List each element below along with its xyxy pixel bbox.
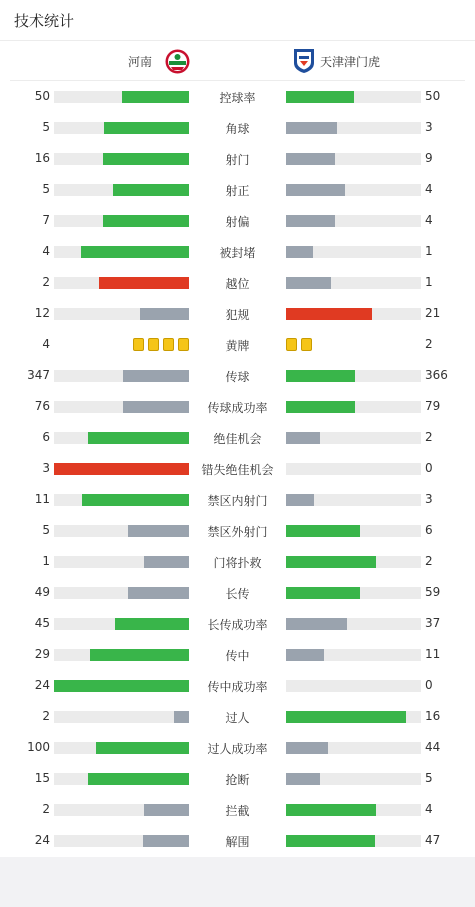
away-bar-fill (286, 370, 355, 382)
stat-row-clearances (0, 825, 475, 856)
home-bar-fill (140, 308, 189, 320)
home-bar-track (54, 835, 189, 847)
home-bar-fill (82, 494, 189, 506)
home-value: 6 (42, 430, 50, 444)
away-bar-track (286, 153, 421, 165)
home-value: 24 (34, 678, 50, 692)
stat-row-shots-off-target (0, 205, 475, 236)
stat-label: 禁区外射门 (207, 525, 268, 539)
home-value: 12 (34, 306, 50, 320)
stat-label: 射门 (225, 153, 250, 167)
away-bar-track (286, 835, 421, 847)
stat-label: 传中 (225, 649, 250, 663)
stat-row-possession (0, 81, 475, 112)
away-bar-track (286, 649, 421, 661)
home-bar-track (54, 556, 189, 568)
stat-row-dribbles (0, 701, 475, 732)
page-title: 技术统计 (14, 12, 75, 30)
home-value: 100 (27, 740, 50, 754)
away-bar-track (286, 742, 421, 754)
home-bar-fill (174, 711, 189, 723)
home-bar-fill (113, 184, 189, 196)
stat-row-crosses (0, 639, 475, 670)
away-bar-track (286, 525, 421, 537)
stat-label: 门将扑救 (213, 556, 262, 570)
stat-row-interceptions (0, 794, 475, 825)
home-bar-fill (54, 463, 189, 475)
away-team-name: 天津津门虎 (320, 55, 381, 69)
home-bar-track (54, 804, 189, 816)
away-value: 44 (425, 740, 441, 754)
home-bar-track (54, 401, 189, 413)
home-value: 5 (42, 182, 50, 196)
stat-label: 长传成功率 (207, 618, 268, 632)
away-bar-track (286, 556, 421, 568)
yellow-card-icon (148, 338, 159, 351)
home-value: 16 (34, 151, 50, 165)
home-value: 49 (34, 585, 50, 599)
home-bar-track (54, 587, 189, 599)
stat-label: 射正 (225, 184, 250, 198)
away-bar-track (286, 91, 421, 103)
stat-row-big-chances (0, 422, 475, 453)
stat-label: 绝佳机会 (213, 432, 262, 446)
home-bar-fill (103, 215, 189, 227)
home-bar-fill (122, 91, 190, 103)
henan-club-crest-icon (165, 49, 190, 74)
home-bar-track (54, 277, 189, 289)
away-bar-track (286, 494, 421, 506)
home-bar-track (54, 153, 189, 165)
home-value: 2 (42, 275, 50, 289)
home-bar-track (54, 742, 189, 754)
home-value: 347 (27, 368, 50, 382)
away-value: 4 (425, 182, 433, 196)
yellow-card-icon (163, 338, 174, 351)
away-value: 0 (425, 678, 433, 692)
home-bar-fill (144, 556, 189, 568)
home-value: 50 (34, 89, 50, 103)
yellow-card-icon (301, 338, 312, 351)
home-bar-track (54, 711, 189, 723)
home-value: 5 (42, 120, 50, 134)
home-bar-track (54, 308, 189, 320)
stat-label: 犯规 (225, 308, 250, 322)
home-bar-fill (88, 432, 189, 444)
stat-row-shots-on-target (0, 174, 475, 205)
away-value: 2 (425, 337, 433, 351)
stat-row-goalkeeper-saves (0, 546, 475, 577)
stat-row-long-balls (0, 577, 475, 608)
home-bar-track (54, 618, 189, 630)
home-value: 24 (34, 833, 50, 847)
stat-row-blocked-shots (0, 236, 475, 267)
stat-label: 黄牌 (225, 339, 250, 353)
away-value: 16 (425, 709, 441, 723)
home-value: 3 (42, 461, 50, 475)
stat-label: 被封堵 (219, 246, 256, 260)
stat-label: 拦截 (225, 804, 250, 818)
stat-row-tackles (0, 763, 475, 794)
away-bar-track (286, 215, 421, 227)
away-bar-fill (286, 308, 372, 320)
home-bar-track (54, 215, 189, 227)
away-bar-fill (286, 835, 375, 847)
stat-label: 错失绝佳机会 (201, 463, 274, 477)
away-bar-fill (286, 246, 313, 258)
home-bar-fill (99, 277, 189, 289)
away-value: 59 (425, 585, 441, 599)
home-bar-track (54, 649, 189, 661)
stat-row-missed-big-chances (0, 453, 475, 484)
stat-label: 过人成功率 (207, 742, 268, 756)
stat-label: 长传 (225, 587, 250, 601)
away-bar-track (286, 184, 421, 196)
stat-label: 传中成功率 (207, 680, 268, 694)
home-bar-track (54, 525, 189, 537)
stat-row-yellow-cards (0, 329, 475, 360)
away-value: 5 (425, 771, 433, 785)
away-bar-fill (286, 122, 337, 134)
away-value: 21 (425, 306, 441, 320)
home-bar-fill (104, 122, 189, 134)
home-bar-track (54, 184, 189, 196)
stat-row-passes (0, 360, 475, 391)
away-value: 4 (425, 213, 433, 227)
away-bar-fill (286, 432, 320, 444)
stat-row-fouls (0, 298, 475, 329)
home-bar-track (54, 463, 189, 475)
away-bar-fill (286, 742, 328, 754)
home-value: 2 (42, 709, 50, 723)
stat-label: 越位 (225, 277, 250, 291)
home-bar-fill (144, 804, 189, 816)
stats-list (0, 81, 475, 856)
away-bar-track (286, 680, 421, 692)
home-bar-track (54, 370, 189, 382)
home-value: 15 (34, 771, 50, 785)
team-header (10, 41, 465, 81)
away-bar-fill (286, 556, 376, 568)
away-bar-fill (286, 401, 355, 413)
home-yellow-cards (54, 338, 189, 351)
home-bar-fill (115, 618, 189, 630)
away-value: 3 (425, 120, 433, 134)
home-value: 2 (42, 802, 50, 816)
home-bar-track (54, 246, 189, 258)
home-value: 4 (42, 244, 50, 258)
stat-row-shots (0, 143, 475, 174)
stat-label: 角球 (225, 122, 250, 136)
away-bar-fill (286, 618, 347, 630)
home-bar-track (54, 680, 189, 692)
away-bar-track (286, 711, 421, 723)
away-bar-fill (286, 649, 324, 661)
home-value: 5 (42, 523, 50, 537)
stat-row-pass-accuracy (0, 391, 475, 422)
away-bar-track (286, 618, 421, 630)
home-bar-track (54, 91, 189, 103)
yellow-card-icon (286, 338, 297, 351)
away-bar-track (286, 246, 421, 258)
away-value: 3 (425, 492, 433, 506)
stat-label: 传球成功率 (207, 401, 268, 415)
stat-row-offsides (0, 267, 475, 298)
away-value: 79 (425, 399, 441, 413)
away-bar-fill (286, 711, 406, 723)
yellow-card-icon (133, 338, 144, 351)
away-value: 2 (425, 430, 433, 444)
away-value: 4 (425, 802, 433, 816)
stat-label: 控球率 (219, 91, 256, 105)
away-bar-track (286, 432, 421, 444)
home-bar-fill (54, 680, 189, 692)
home-bar-fill (96, 742, 189, 754)
away-bar-fill (286, 277, 331, 289)
home-bar-track (54, 773, 189, 785)
stat-row-dribble-success (0, 732, 475, 763)
stat-label: 过人 (225, 711, 250, 725)
away-value: 6 (425, 523, 433, 537)
away-bar-track (286, 370, 421, 382)
stat-label: 射偏 (225, 215, 250, 229)
away-yellow-cards (286, 338, 421, 351)
yellow-card-icon (178, 338, 189, 351)
away-bar-fill (286, 215, 335, 227)
stat-label: 禁区内射门 (207, 494, 268, 508)
away-value: 9 (425, 151, 433, 165)
home-value: 4 (42, 337, 50, 351)
home-team-name: 河南 (127, 55, 152, 69)
away-bar-track (286, 401, 421, 413)
stat-label: 抢断 (225, 773, 250, 787)
home-bar-fill (123, 370, 189, 382)
away-bar-track (286, 804, 421, 816)
away-bar-fill (286, 91, 354, 103)
away-value: 2 (425, 554, 433, 568)
away-bar-fill (286, 773, 320, 785)
home-bar-fill (81, 246, 189, 258)
away-bar-track (286, 277, 421, 289)
home-bar-fill (88, 773, 189, 785)
away-bar-fill (286, 587, 360, 599)
stat-row-long-ball-accuracy (0, 608, 475, 639)
home-value: 7 (42, 213, 50, 227)
home-bar-fill (123, 401, 189, 413)
stat-label: 传球 (225, 370, 250, 384)
stat-label: 解围 (225, 835, 250, 849)
away-bar-fill (286, 494, 314, 506)
home-bar-fill (143, 835, 189, 847)
home-bar-fill (128, 525, 189, 537)
away-value: 0 (425, 461, 433, 475)
home-value: 76 (34, 399, 50, 413)
away-bar-fill (286, 525, 360, 537)
home-bar-track (54, 494, 189, 506)
home-value: 29 (34, 647, 50, 661)
away-bar-fill (286, 804, 376, 816)
away-bar-track (286, 122, 421, 134)
home-value: 1 (42, 554, 50, 568)
home-bar-fill (90, 649, 189, 661)
away-value: 1 (425, 275, 433, 289)
stat-row-cross-accuracy (0, 670, 475, 701)
away-value: 366 (425, 368, 448, 382)
home-bar-track (54, 432, 189, 444)
home-bar-fill (103, 153, 189, 165)
away-value: 37 (425, 616, 441, 630)
stat-row-shots-inside-box (0, 484, 475, 515)
tianjin-tigers-crest-icon (293, 48, 315, 74)
stat-row-corners (0, 112, 475, 143)
away-value: 47 (425, 833, 441, 847)
home-bar-track (54, 122, 189, 134)
away-bar-track (286, 463, 421, 475)
away-value: 1 (425, 244, 433, 258)
away-bar-track (286, 587, 421, 599)
away-value: 50 (425, 89, 441, 103)
away-bar-track (286, 308, 421, 320)
away-value: 11 (425, 647, 441, 661)
away-bar-track (286, 773, 421, 785)
away-bar-fill (286, 184, 345, 196)
stat-row-shots-outside-box (0, 515, 475, 546)
away-bar-fill (286, 153, 335, 165)
home-value: 11 (34, 492, 50, 506)
home-value: 45 (34, 616, 50, 630)
home-bar-fill (128, 587, 189, 599)
